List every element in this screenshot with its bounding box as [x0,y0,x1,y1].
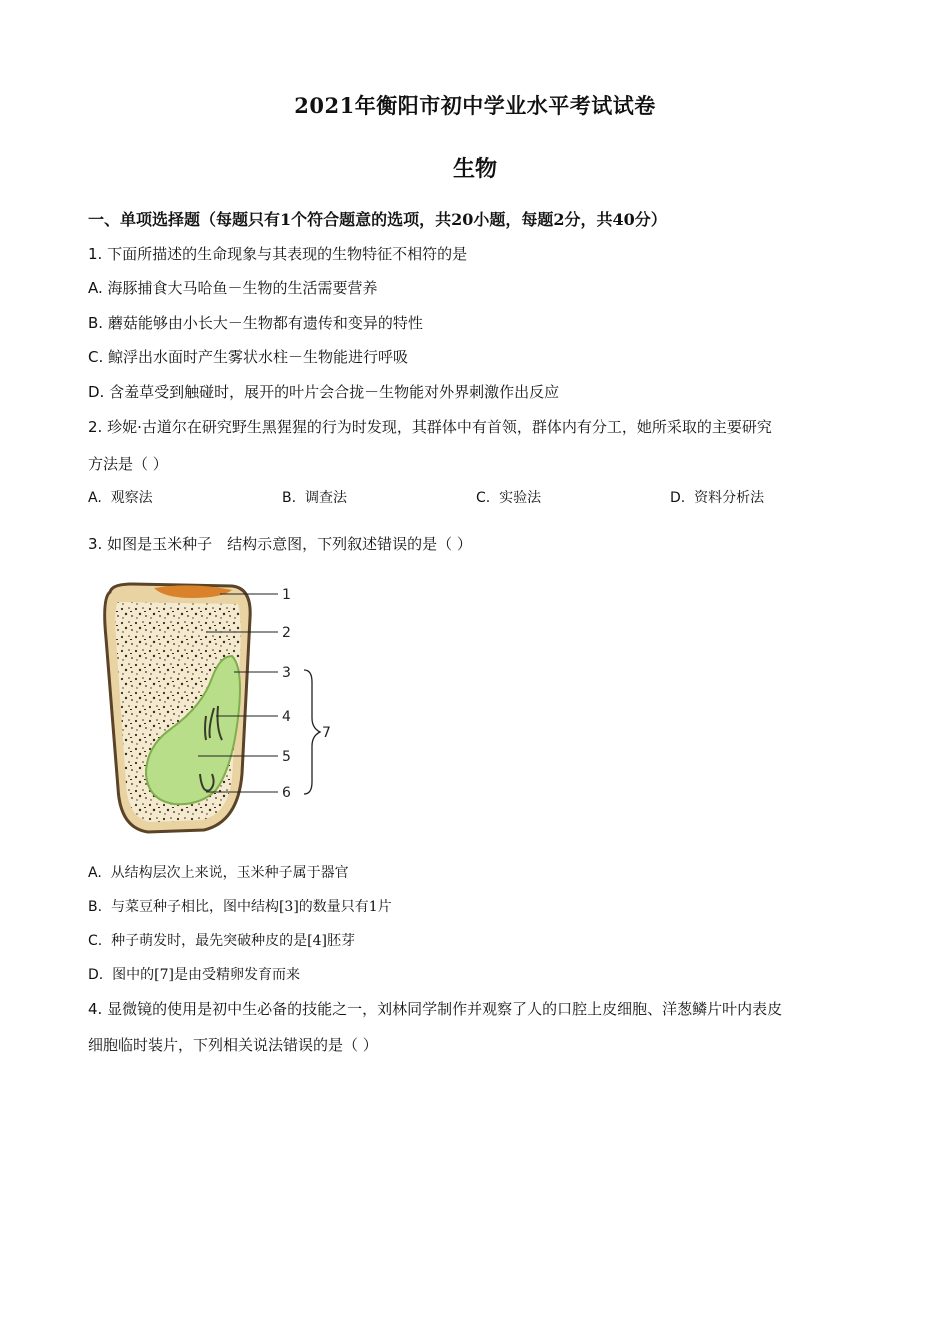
question-number: 3. [88,535,103,553]
label-4: 4 [282,709,291,725]
option-text: 资料分析法 [694,490,765,506]
option-text: 与菜豆种子相比，图中结构[3]的数量只有1片 [110,899,392,915]
option-text: 实验法 [499,490,542,506]
question-2-line2: 方法是（ ） [88,455,168,473]
option-text: 调查法 [304,490,347,506]
question-stem-line1: 珍妮·古道尔在研究野生黑猩猩的行为时发现，其群体中有首领，群体内有分工，她所采取的主要研究 [107,418,772,436]
question-4-line2: 细胞临时装片，下列相关说法错误的是（ ） [88,1036,378,1054]
option-key: B. [88,899,103,915]
q2-option-c[interactable] [476,487,541,507]
option-text: 种子萌发时，最先突破种皮的是[4]胚芽 [111,933,355,949]
option-key: A. [88,865,102,881]
question-1 [88,243,467,264]
option-text: 图中的[7]是由受精卵发育而来 [112,967,300,983]
label-2: 2 [282,625,291,641]
option-key: C. [476,490,491,506]
option-text: 含羞草受到触碰时，展开的叶片会合拢－生物能对外界刺激作出反应 [109,383,560,401]
option-key: C. [88,933,103,949]
option-text: 从结构层次上来说，玉米种子属于器官 [110,865,349,881]
q2-option-b[interactable] [282,487,347,507]
label-3: 3 [282,665,291,681]
subject-title: 生物 [452,156,497,182]
option-key: B. [282,490,297,506]
question-3 [88,533,472,554]
corn-seed-diagram [92,578,352,840]
question-number: 1. [88,245,103,263]
question-stem: 如图是玉米种子 结构示意图，下列叙述错误的是（ ） [107,535,472,553]
q2-option-d[interactable] [670,487,764,507]
question-stem: 下面所描述的生命现象与其表现的生物特征不相符的是 [107,245,468,263]
label-1: 1 [282,587,291,603]
q3-option-d[interactable] [88,964,300,984]
q1-option-d[interactable] [88,381,559,402]
question-number: 4. [88,1000,103,1018]
q2-option-a[interactable] [88,487,153,507]
option-key: D. [88,383,105,401]
option-key: A. [88,279,103,297]
option-key: D. [88,967,104,983]
option-text: 海豚捕食大马哈鱼－生物的生活需要营养 [107,279,378,297]
question-4 [88,998,782,1019]
option-key: A. [88,490,102,506]
q3-option-b[interactable] [88,896,392,916]
option-text: 蘑菇能够由小长大－生物都有遗传和变异的特性 [107,314,423,332]
q3-option-a[interactable] [88,862,349,882]
question-2 [88,416,772,437]
option-key: B. [88,314,104,332]
exam-title: 2021年衡阳市初中学业水平考试试卷 [294,93,656,118]
label-5: 5 [282,749,291,765]
label-7: 7 [322,725,331,741]
q1-option-b[interactable] [88,312,423,333]
label-6: 6 [282,785,291,801]
q1-option-c[interactable] [88,346,408,367]
question-number: 2. [88,418,103,436]
option-text: 观察法 [110,490,153,506]
q3-option-c[interactable] [88,930,355,950]
question-stem-line1: 显微镜的使用是初中生必备的技能之一，刘林同学制作并观察了人的口腔上皮细胞、洋葱鳞片叶内表皮 [107,1000,783,1018]
section-heading: 一、单项选择题（每题只有1个符合题意的选项，共20小题，每题2分，共40分） [88,210,667,229]
option-key: D. [670,490,686,506]
option-key: C. [88,348,104,366]
q1-option-a[interactable] [88,277,378,298]
option-text: 鲸浮出水面时产生雾状水柱－生物能进行呼吸 [108,348,409,366]
brace-7 [304,670,320,794]
